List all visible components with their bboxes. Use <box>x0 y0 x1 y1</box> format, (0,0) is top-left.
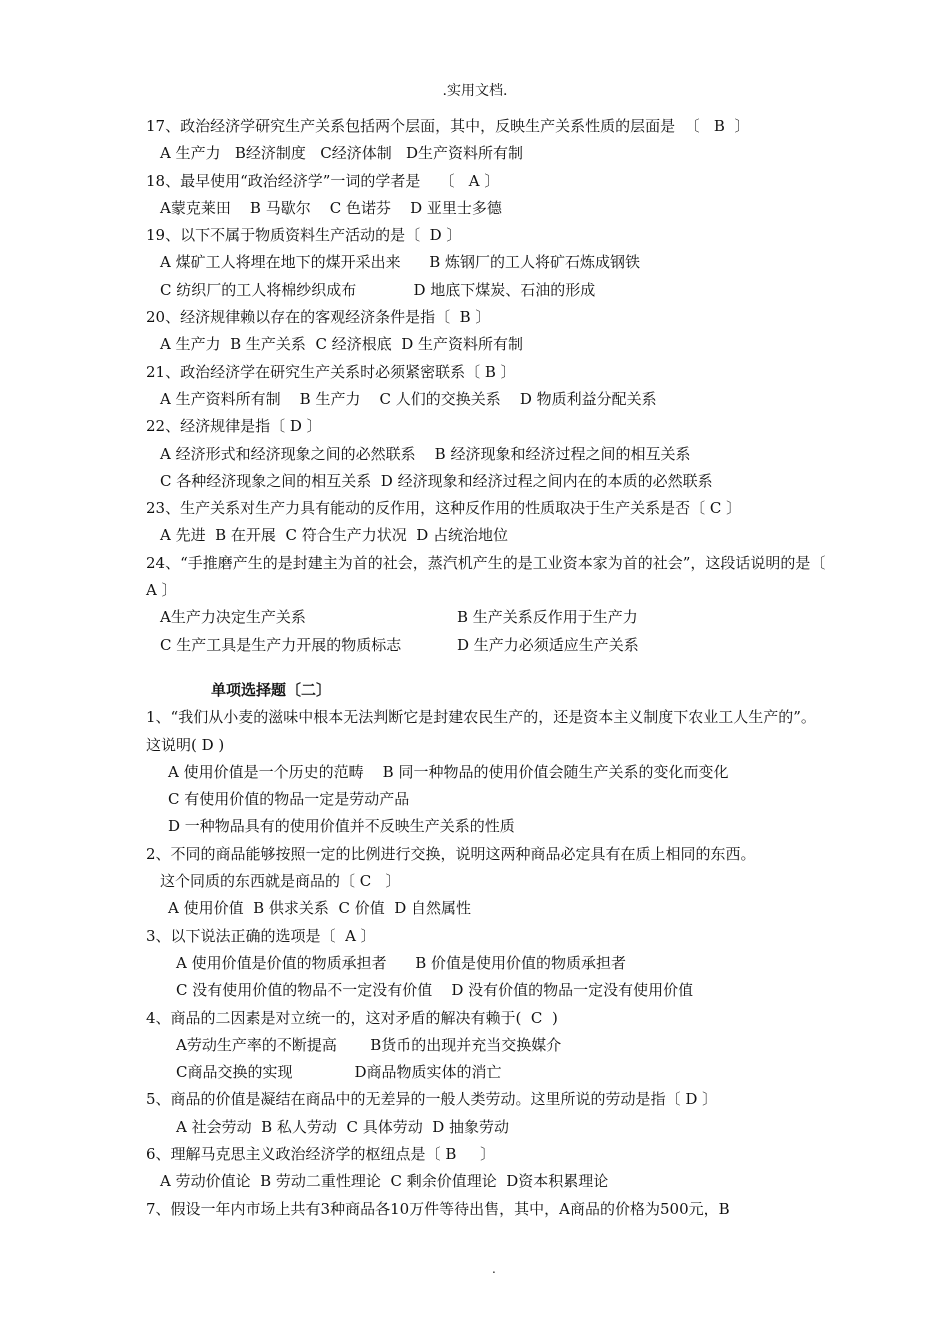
section-gap <box>146 659 826 677</box>
question-s5: 5、商品的价值是凝结在商品中的无差异的一般人类劳动。这里所说的劳动是指〔 D 〕 <box>146 1090 718 1109</box>
question-19: 19、以下不属于物质资料生产活动的是〔 D 〕 <box>146 226 462 245</box>
page-header: .实用文档. <box>442 83 508 99</box>
question-s1-options-2: C 有使用价值的物品一定是劳动产品 <box>168 790 410 809</box>
document-body <box>146 113 826 1223</box>
question-24-options-2 <box>146 632 826 659</box>
question-s4-options-1: A劳动生产率的不断提高 B货币的出现并充当交换媒介 <box>176 1035 562 1054</box>
question-s2-options: A 使用价值 B 供求关系 C 价值 D 自然属性 <box>168 899 472 918</box>
page-footer: . <box>492 1262 496 1276</box>
question-21-options: A 生产资料所有制 B 生产力 C 人们的交换关系 D 物质利益分配关系 <box>160 389 657 408</box>
option-b: B 生产关系反作用于生产力 <box>457 608 638 627</box>
question-18: 18、最早使用“政治经济学”一词的学者是 〔 A 〕 <box>146 171 500 190</box>
question-s4-options-2: C商品交换的实现 D商品物质实体的消亡 <box>176 1063 502 1082</box>
question-s6: 6、理解马克思主义政治经济学的枢纽点是〔 B 〕 <box>146 1144 496 1163</box>
question-s1-options-1: A 使用价值是一个历史的范畴 B 同一种物品的使用价值会随生产关系的变化而变化 <box>168 762 729 781</box>
question-20: 20、经济规律赖以存在的客观经济条件是指〔 B 〕 <box>146 308 491 327</box>
question-s3-options-1: A 使用价值是价值的物质承担者 B 价值是使用价值的物质承担者 <box>176 953 627 972</box>
question-s5-options: A 社会劳动 B 私人劳动 C 具体劳动 D 抽象劳动 <box>176 1117 510 1136</box>
question-23: 23、生产关系对生产力具有能动的反作用，这种反作用的性质取决于生产关系是否〔 C 〕 <box>146 499 742 518</box>
question-17: 17、政治经济学研究生产关系包括两个层面，其中，反映生产关系性质的层面是 〔 B 〕 <box>146 117 750 135</box>
question-s2: 2、不同的商品能够按照一定的比例进行交换，说明这两种商品必定具有在质上相同的东西。 <box>146 844 756 863</box>
question-s7: 7、假设一年内市场上共有3种商品各10万件等待出售，其中，A商品的价格为500元，B <box>146 1199 730 1218</box>
option-d: D 生产力必须适应生产关系 <box>457 635 639 654</box>
option-a: A生产力决定生产关系 <box>160 608 306 627</box>
question-s6-options: A 劳动价值论 B 劳动二重性理论 C 剩余价值理论 D资本积累理论 <box>160 1172 609 1191</box>
question-s3: 3、以下说法正确的选项是〔 A 〕 <box>146 926 376 945</box>
question-s1-options-3: D 一种物品具有的使用价值并不反映生产关系的性质 <box>168 817 515 836</box>
question-18-options: A蒙克莱田 B 马歇尔 C 色诺芬 D 亚里士多德 <box>160 198 502 217</box>
question-s1: 1、“我们从小麦的滋味中根本无法判断它是封建农民生产的，还是资本主义制度下农业工人生产的”。这说明( D ) <box>146 708 816 754</box>
question-22-options-2: C 各种经济现象之间的相互关系 D 经济现象和经济过程之间内在的本质的必然联系 <box>160 471 713 490</box>
question-22: 22、经济规律是指〔 D 〕 <box>146 417 322 436</box>
question-24-options-1 <box>146 604 826 631</box>
question-17-options: A 生产力 B经济制度 C经济体制 D生产资料所有制 <box>160 144 524 163</box>
option-c: C 生产工具是生产力开展的物质标志 <box>160 635 402 654</box>
question-23-options: A 先进 B 在开展 C 符合生产力状况 D 占统治地位 <box>160 526 509 545</box>
question-20-options: A 生产力 B 生产关系 C 经济根底 D 生产资料所有制 <box>160 335 524 354</box>
question-21: 21、政治经济学在研究生产关系时必须紧密联系〔 B 〕 <box>146 362 516 381</box>
question-s3-options-2: C 没有使用价值的物品不一定没有价值 D 没有价值的物品一定没有使用价值 <box>176 981 694 1000</box>
question-22-options-1: A 经济形式和经济现象之间的必然联系 B 经济现象和经济过程之间的相互关系 <box>160 444 691 463</box>
question-19-options-2: C 纺织厂的工人将棉纱织成布 D 地底下煤炭、石油的形成 <box>160 280 596 299</box>
question-19-options-1: A 煤矿工人将埋在地下的煤开采出来 B 炼钢厂的工人将矿石炼成钢铁 <box>160 253 641 272</box>
question-24: 24、“手推磨产生的是封建主为首的社会，蒸汽机产生的是工业资本家为首的社会”，这段话说明的是〔 A 〕 <box>146 553 826 600</box>
section-title: 单项选择题〔二〕 <box>211 680 332 699</box>
question-s2-cont: 这个同质的东西就是商品的〔 C 〕 <box>160 872 401 891</box>
question-s4: 4、商品的二因素是对立统一的，这对矛盾的解决有赖于( C ) <box>146 1008 558 1027</box>
